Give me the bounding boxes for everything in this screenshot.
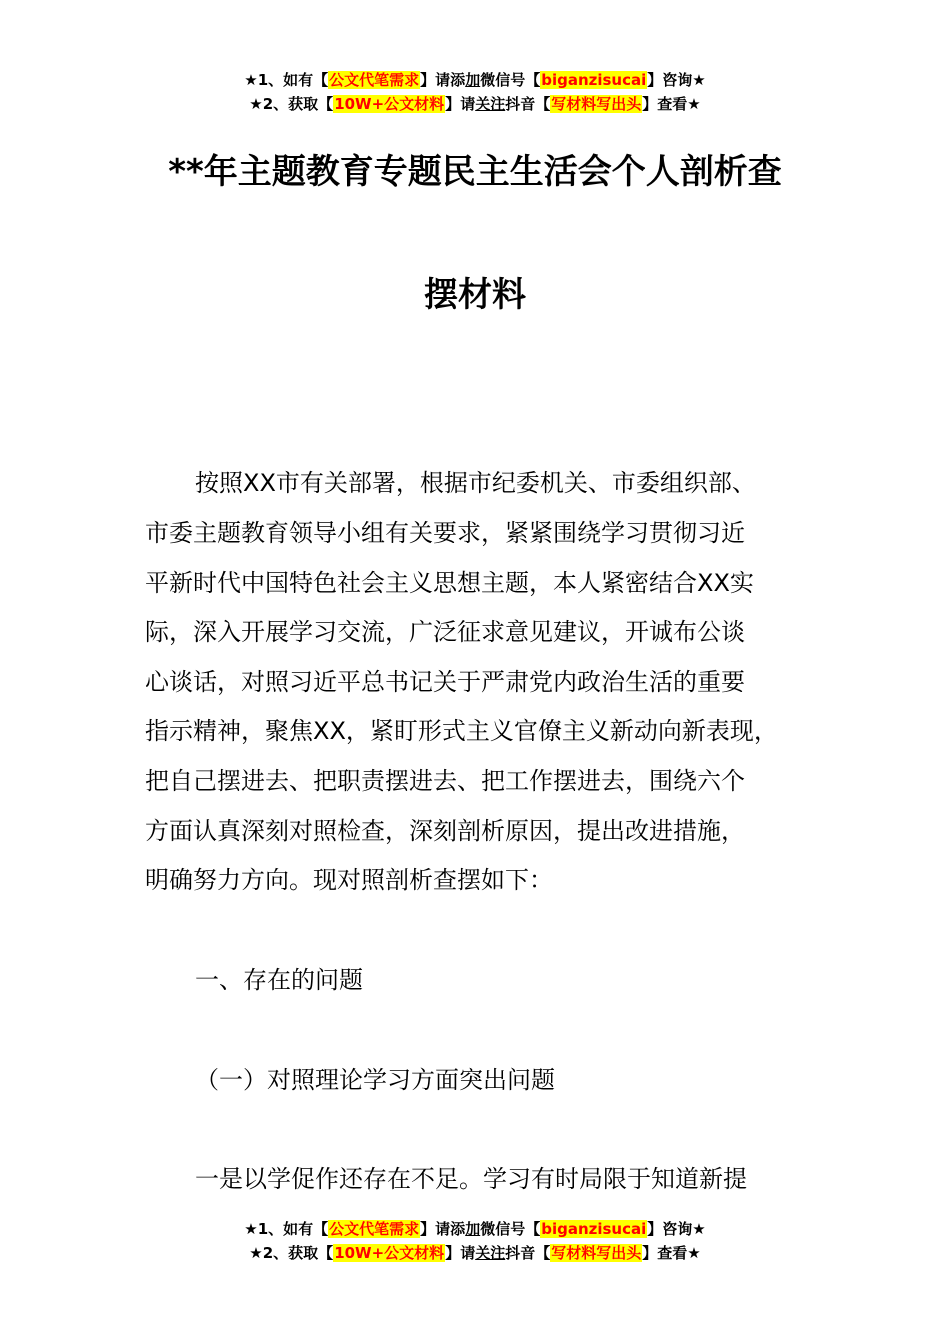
body-line: 一是以学促作还存在不足。学习有时局限于知道新提 [195, 1165, 747, 1193]
intro-line: 按照XX市有关部署，根据市纪委机关、市委组织部、 [195, 469, 756, 497]
header-line-1-underlined: 加 [465, 71, 481, 89]
footer-line-2-underlined: 关注 [475, 1244, 506, 1262]
footer-line-1-middle-1: 】请添 [420, 1220, 466, 1238]
document-title-line-2: 摆材料 [424, 275, 526, 315]
intro-line: 际，深入开展学习交流，广泛征求意见建议，开诚布公谈 [145, 618, 745, 646]
footer-banner [0, 1217, 950, 1265]
footer-line-1-prefix: ★1、如有【 [244, 1220, 329, 1238]
footer-line-2-highlight-2: 写材料写出头 [551, 1244, 642, 1262]
header-line-2-middle-2: 抖音【 [505, 95, 551, 113]
header-line-2-prefix: ★2、获取【 [249, 95, 334, 113]
footer-line-2-prefix: ★2、获取【 [249, 1244, 334, 1262]
header-line-1-prefix: ★1、如有【 [244, 71, 329, 89]
header-line-2-underlined: 关注 [475, 95, 506, 113]
header-line-2-middle-1: 】请 [445, 95, 476, 113]
footer-line-1 [0, 1217, 950, 1241]
subsection-heading: （一）对照理论学习方面突出问题 [195, 1066, 555, 1094]
header-banner [0, 68, 950, 116]
intro-line: 平新时代中国特色社会主义思想主题，本人紧密结合XX实 [145, 569, 754, 597]
footer-line-1-suffix: 】咨询★ [647, 1220, 706, 1238]
intro-line: 心谈话，对照习近平总书记关于严肃党内政治生活的重要 [145, 668, 745, 696]
footer-line-1-middle-2: 微信号【 [480, 1220, 541, 1238]
footer-line-2-middle-2: 抖音【 [505, 1244, 551, 1262]
footer-line-1-highlight-2: biganzisucai [541, 1220, 647, 1238]
header-line-1-middle-1: 】请添 [420, 71, 466, 89]
header-line-1 [0, 68, 950, 92]
header-line-1-highlight-2: biganzisucai [541, 71, 647, 89]
header-line-2-highlight-1: 10W+公文材料 [334, 95, 445, 113]
intro-line: 指示精神，聚焦XX，紧盯形式主义官僚主义新动向新表现， [145, 717, 778, 745]
section-heading: 一、存在的问题 [195, 966, 363, 994]
footer-line-2-middle-1: 】请 [445, 1244, 476, 1262]
header-line-2-highlight-2: 写材料写出头 [551, 95, 642, 113]
header-line-2-suffix: 】查看★ [642, 95, 701, 113]
header-line-2 [0, 92, 950, 116]
intro-line: 明确努力方向。现对照剖析查摆如下： [145, 866, 553, 894]
header-line-1-middle-2: 微信号【 [480, 71, 541, 89]
footer-line-1-underlined: 加 [465, 1220, 481, 1238]
footer-line-2 [0, 1241, 950, 1265]
footer-line-2-suffix: 】查看★ [642, 1244, 701, 1262]
footer-line-1-highlight-1: 公文代笔需求 [329, 1220, 420, 1238]
intro-line: 市委主题教育领导小组有关要求，紧紧围绕学习贯彻习近 [145, 519, 745, 547]
header-line-1-highlight-1: 公文代笔需求 [329, 71, 420, 89]
header-line-1-suffix: 】咨询★ [647, 71, 706, 89]
document-title-line-1: **年主题教育专题民主生活会个人剖析查 [168, 152, 782, 192]
footer-line-2-highlight-1: 10W+公文材料 [334, 1244, 445, 1262]
intro-line: 方面认真深刻对照检查，深刻剖析原因，提出改进措施， [145, 817, 745, 845]
intro-line: 把自己摆进去、把职责摆进去、把工作摆进去，围绕六个 [145, 767, 745, 795]
